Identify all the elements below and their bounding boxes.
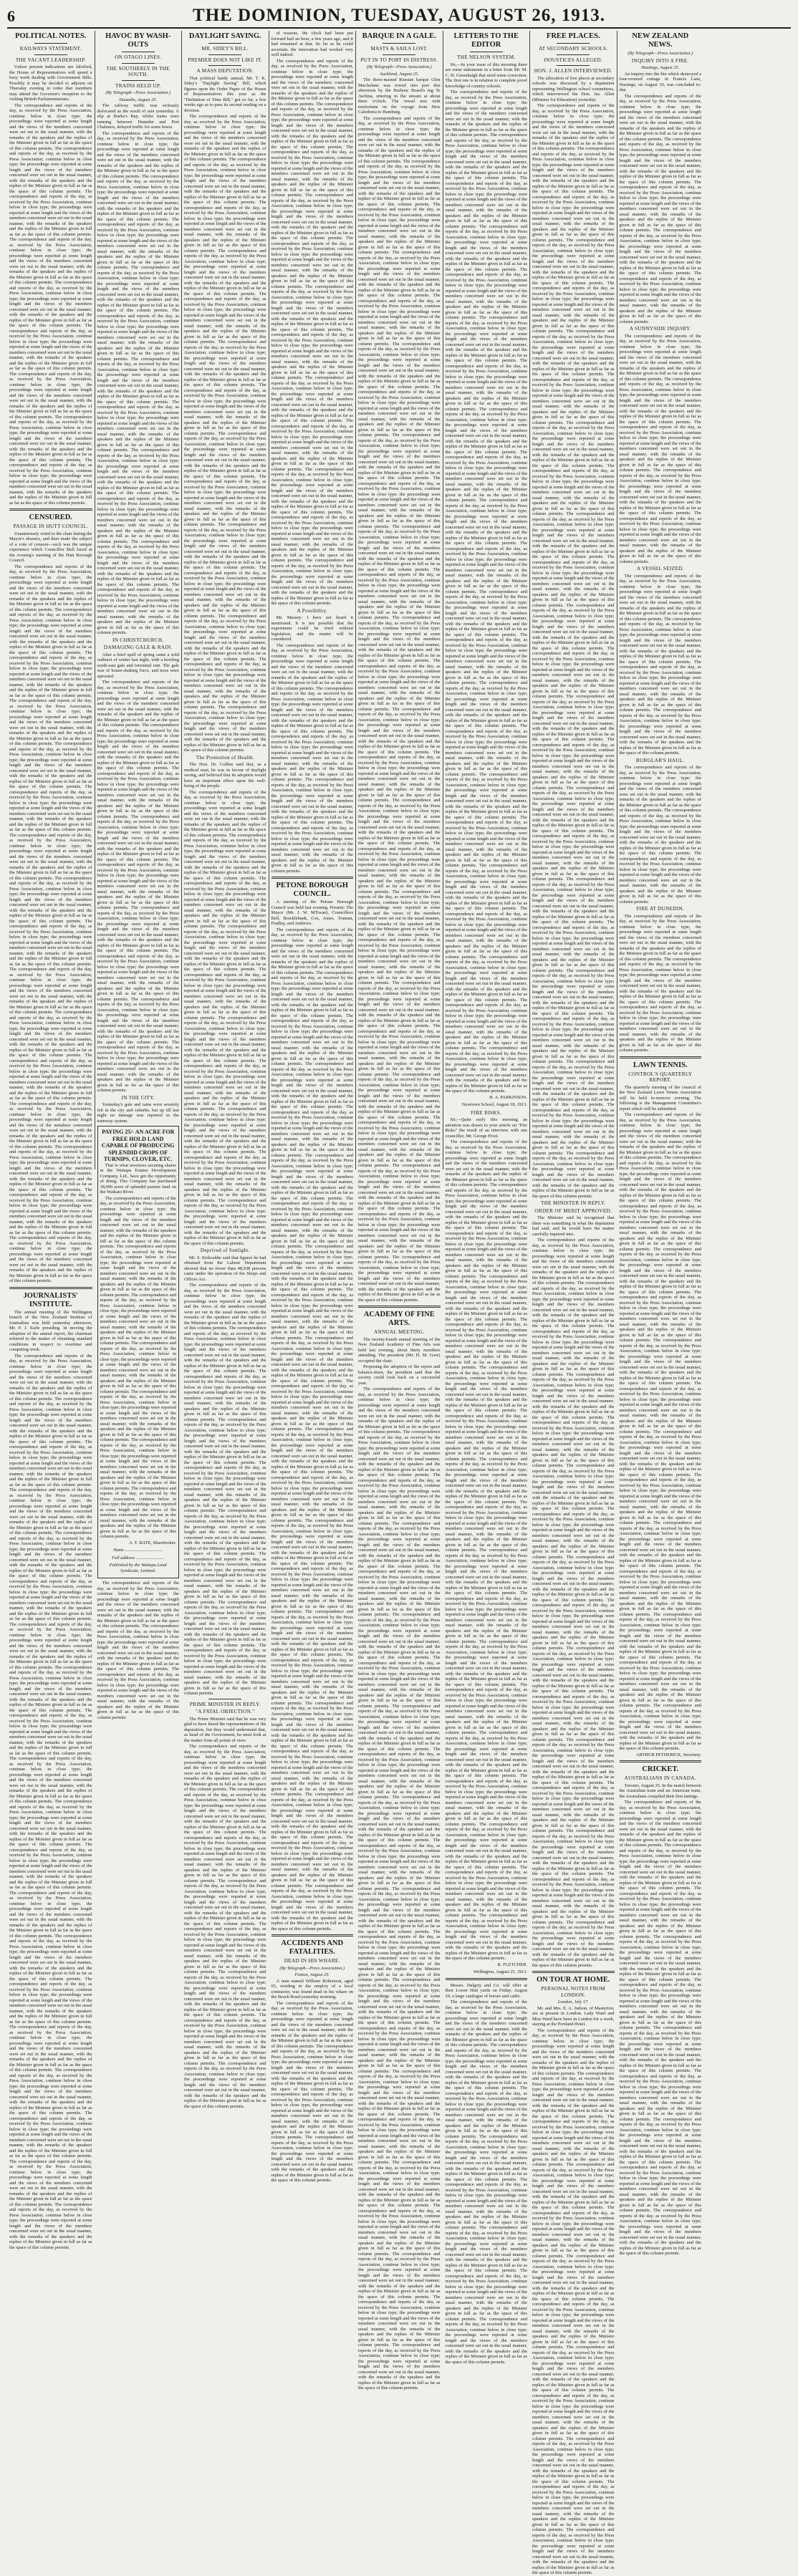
article-text: The annual meeting of the Wellington branch of the New Zealand Institute of Journalists was held yesterday afternoon, Mr. F. J. Earle presiding. In moving the adoption of the annual report, the chairman referred to the matter of obtaining standard conditions in respect to overtime and competing work. [9,1309,92,1352]
article-text: The correspondence and reports of the day, as received by the Press Association, continue below in close type; the proceedings were reported at some length and the views of the members concerned were set out in the usual manner, with the remarks of the speakers and the replies of the Minister given in full as far as the space of this column permits. The correspondence and reports of the day, as received by the Press Association, continue below in close type; the proceedings were reported at some length and the views of the members concerned were set out in the usual manner, with the remarks of the speakers and the replies of the Minister given in full as far as the space of this column permits. The correspondence and reports of the day, as received by the Press Association, continue below in close type; the proceedings were reported at some length and the views of the members concerned were set out in the usual manner, with the remarks of the speakers and the replies of the Minister given in full as far as the space of this column permits. [97,1581,179,1720]
subhead-distress: PUT IN TO PORT IN DISTRESS. [360,57,438,63]
letter-place: Newtown School, August 18, 1913. [461,1102,527,1107]
subhead-trains: TRAINS HELD UP. [115,82,161,89]
article-text: The correspondence and reports of the day, as received by the Press Association, continue below in close type; the proceedings were reported at some length and the views of the members concerned were set out in the usual manner, with the remarks of the speakers and the replies of the Minister given in full as far as the space of this column permits. The correspondence and reports of the day, as received by the Press Association, continue below in close type; the proceedings were reported at some length and the views of the members concerned were set out in the usual manner, with the remarks of the speakers and the replies of the Minister given in full as far as the space of this column permits. The correspondence and reports of the day, as received by the Press Association, continue below in close type; the proceedings were reported at some length and the views of the members concerned were set out in the usual manner, with the remarks of the speakers and the replies of the Minister given in full as far as the space of this column permits. [619,913,701,1053]
subhead-southerly: THE SOUTHERLY IN THE SOUTH. [106,65,170,77]
article-text: Mr. and Mrs. E. A. Judson, of Masterton, are at present in London. Lady Ward and Miss Ward have been in London for a week, staying at the Portland Hotel. [532,2005,615,2027]
article-text: The correspondence and reports of the day, as received by the Press Association, continue below in close type; the proceedings were reported at some length and the views of the members concerned were set out in the usual manner, with the remarks of the speakers and the replies of the Minister given in full as far as the space of this column permits. The correspondence and reports of the day, as received by the Press Association, continue below in close type; the proceedings were reported at some length and the views of the members concerned were set out in the usual manner, with the remarks of the speakers and the replies of the Minister given in full as far as the space of this column permits. The correspondence and reports of the day, as received by the Press Association, continue below in close type; the proceedings were reported at some length and the views of the members concerned were set out in the usual manner, with the remarks of the speakers and the replies of the Minister given in full as far as the space of this column permits. The correspondence and reports of the day, as received by the Press Association, continue below in close type; the proceedings were reported at some length and the views of the members concerned were set out in the usual manner, with the remarks of the speakers and the replies of the Minister given in full as far as the space of this column permits. The correspondence and reports of the day, as received by the Press Association, continue below in close type; the proceedings were reported at some length and the views of the members concerned were set out in the usual manner, with the remarks of the speakers and the replies of the Minister given in full as far as the space of this column permits. The correspondence and reports of the day, as received by the Press Association, continue below in close type; the proceedings were reported at some length and the views of the members concerned were set out in the usual manner, with the remarks of the speakers and the replies of the Minister given in full as far as the space of this column permits. The correspondence and reports of the day, as received by the Press Association, continue below in close type; the proceedings were reported at some length and the views of the members concerned were set out in the usual manner, with the remarks of the speakers and the replies of the Minister given in full as far as the space of this column permits. The correspondence and reports of the day, as received by the Press Association, continue below in close type; the proceedings were reported at some length and the views of the members concerned were set out in the usual manner, with the remarks of the speakers and the replies of the Minister given in full as far as the space of this column permits. The correspondence and reports of the day, as received by the Press Association, continue below in close type; the proceedings were reported at some length and the views of the members concerned were set out in the usual manner, with the remarks of the speakers and the replies of the Minister given in full as far as the space of this column permits. The correspondence and reports of the day, as received by the Press Association, continue below in close type; the proceedings were reported at some length and the views of the members concerned were set out in the usual manner, with the remarks of the speakers and the replies of the Minister given in full as far as the space of this column permits. The correspondence and reports of the day, as received by the Press Association, continue below in close type; the proceedings were reported at some length and the views of the members concerned were set out in the usual manner, with the remarks of the speakers and the replies of the Minister given in full as far as the space of this column permits. The correspondence and reports of the day, as received by the Press Association, continue below in close type; the proceedings were reported at some length and the views of the members concerned were set out in the usual manner, with the remarks of the speakers and the replies of the Minister given in full as far as the space of this column permits. The correspondence and reports of the day, as received by the Press Association, continue below in close type; the proceedings were reported at some length and the views of the members concerned were set out in the usual manner, with the remarks of the speakers and the replies of the Minister given in full as far as the space of this column permits. The correspondence and reports of the day, as received by the Press Association, continue below in close type; the proceedings were reported at some length and the views of the members concerned were set out in the usual manner, with the remarks of the speakers and the replies of the Minister given in full as far as the space of this column permits. The correspondence and reports of the day, as received by the Press Association, continue below in close type; the proceedings were reported at some length and the views of the members concerned were set out in the usual manner, with the remarks of the speakers and the replies of the Minister given in full as far as the space of this column permits. The correspondence and reports of the day, as received by the Press Association, continue below in close type; the proceedings were reported at some length and the views of the members concerned were set out in the usual manner, with the remarks of the speakers and the replies of the Minister given in full as far as the space of this column permits. The correspondence and reports of the day, as received by the Press Association, continue below in close type; the proceedings were reported at some length and the views of the members concerned were set out in the usual manner, with the remarks of the speakers and the replies of the Minister given in full as far as the space of this column permits. The correspondence and reports of the day, as received by the Press Association, continue below in close type; the proceedings were reported at some length and the views of the members concerned were set out in the usual manner, with the remarks of the speakers and the replies of the Minister given in full as far as the space of this column permits. The correspondence and reports of the day, as received by the Press Association, continue below in close type; the proceedings were reported at some length and the views of the members concerned were set out in the usual manner, with the remarks of the speakers and the replies of the Minister given in full as far as the space of this column permits. The correspondence and reports of the day, as received by the Press Association, continue below in close type; the proceedings were reported at some length and the views of the members concerned were set out in the usual manner, with the remarks of the speakers and the replies of the Minister given in full as far as the space of this column permits. The correspondence and reports of the day, as received by the Press Association, continue below in close type; the proceedings were reported at some length and the views of the members concerned were set out in the usual manner, with the remarks of the speakers and the replies of the Minister given in full as far as the space of this column permits. The correspondence and reports of the day, as received by the Press Association, continue below in close type; the proceedings were reported at some length and the views of the members concerned were set out in the usual manner, with the remarks of the speakers and the replies of the Minister given in full as far as the space of this column permits. The correspondence and reports of the day, as received by the Press Association, continue below in close type; the proceedings were reported at some length and the views of the members concerned were set out in the usual manner, with the remarks of the speakers and the replies of the Minister given in full as far as the space of this column permits. The correspondence and reports of the day, as received by the Press Association, continue below in close type; the proceedings were reported at some length and the views of the members concerned were set out in the usual manner, with the remarks of the speakers and the replies of the Minister given in full as far as the space of this column permits. [532,103,615,1199]
subhead-dead-whare: DEAD IN HIS WHARE. [284,1958,340,1964]
headline-cricket: CRICKET. [642,1765,679,1773]
subhead-personal-notes: PERSONAL NOTES FROM LONDON. [541,1986,606,1998]
letter-text: Sir,—In your issue of this morning there are some statements in a letter from Mr. M. C. H. Greenhalgh that need some correction. The first one is in relation to complete proof knowledge of country schools. [445,62,527,89]
subhead-possibility: A Possibility. [297,607,327,614]
article-text: The correspondence and reports of the day, as received by the Press Association, continue below in close type; the proceedings were reported at some length and the views of the members concerned were set out in the usual manner, with the remarks of the speakers and the replies of the Minister given in full as far as the space of this column permits. The correspondence and reports of the day, as received by the Press Association, continue below in close type; the proceedings were reported at some length and the views of the members concerned were set out in the usual manner, with the remarks of the speakers and the replies of the Minister given in full as far as the space of this column permits. The correspondence and reports of the day, as received by the Press Association, continue below in close type; the proceedings were reported at some length and the views of the members concerned were set out in the usual manner, with the remarks of the speakers and the replies of the Minister given in full as far as the space of this column permits. The correspondence and reports of the day, as received by the Press Association, continue below in close type; the proceedings were reported at some length and the views of the members concerned were set out in the usual manner, with the remarks of the speakers and the replies of the Minister given in full as far as the space of this column permits. The correspondence and reports of the day, as received by the Press Association, continue below in close type; the proceedings were reported at some length and the views of the members concerned were set out in the usual manner, with the remarks of the speakers and the replies of the Minister given in full as far as the space of this column permits. [271,642,353,874]
subhead-in-the-city: IN THE CITY. [121,1094,155,1101]
subhead-christchurch: IN CHRISTCHURCH. [112,637,164,643]
subhead-mass-deputation: A MASS DEPUTATION. [196,68,254,74]
subhead-deprived-sunlight: Deprived of Sunlight. [200,1248,250,1253]
subhead-secondary-schools: AT SECONDARY SCHOOLS. [539,46,608,52]
subhead-prime-minister: PRIME MINISTER IN REPLY. [189,1701,261,1707]
subhead-fire-risks: FIRE RISKS. [471,1109,502,1116]
subhead-minister-reply: THE MINISTER IN REPLY. [541,1200,606,1206]
headline-petone: PETONE BOROUGH COUNCIL. [276,882,348,898]
ad-footer: Published by the Waitapu Land Syndicate, Limited. [109,1563,167,1573]
article-text: The Minister said he recognised that there was something in what the deputation had said, and he would have the matter carefully inquired into. [532,1215,615,1237]
article-text: That political hardy annual, Mr. T. K. Sidey's "Daylight Saving" Bill, which figures upon the Order Paper of the House of Representatives this year as the "Definition of Time Bill," got so far, a few weeks ago as to pass its second reading on a division. [184,75,266,113]
subhead-injustices: INJUSTICES ALLEGED. [544,57,603,63]
column-1 [7,31,95,2250]
article-text: The correspondence and reports of the day, as received by the Press Association, continue below in close type; the proceedings were reported at some length and the views of the members concerned were set out in the usual manner, with the remarks of the speakers and the replies of the Minister given in full as far as the space of this column permits. The correspondence and reports of the day, as received by the Press Association, continue below in close type; the proceedings were reported at some length and the views of the members concerned were set out in the usual manner, with the remarks of the speakers and the replies of the Minister given in full as far as the space of this column permits. The correspondence and reports of the day, as received by the Press Association, continue below in close type; the proceedings were reported at some length and the views of the members concerned were set out in the usual manner, with the remarks of the speakers and the replies of the Minister given in full as far as the space of this column permits. The correspondence and reports of the day, as received by the Press Association, continue below in close type; the proceedings were reported at some length and the views of the members concerned were set out in the usual manner, with the remarks of the speakers and the replies of the Minister given in full as far as the space of this column permits. The correspondence and reports of the day, as received by the Press Association, continue below in close type; the proceedings were reported at some length and the views of the members concerned were set out in the usual manner, with the remarks of the speakers and the replies of the Minister given in full as far as the space of this column permits. The correspondence and reports of the day, as received by the Press Association, continue below in close type; the proceedings were reported at some length and the views of the members concerned were set out in the usual manner, with the remarks of the speakers and the replies of the Minister given in full as far as the space of this column permits. The correspondence and reports of the day, as received by the Press Association, continue below in close type; the proceedings were reported at some length and the views of the members concerned were set out in the usual manner, with the remarks of the speakers and the replies of the Minister given in full as far as the space of this column permits. The correspondence and reports of the day, as received by the Press Association, continue below in close type; the proceedings were reported at some length and the views of the members concerned were set out in the usual manner, with the remarks of the speakers and the replies of the Minister given in full as far as the space of this column permits. The correspondence and reports of the day, as received by the Press Association, continue below in close type; the proceedings were reported at some length and the views of the members concerned were set out in the usual manner, with the remarks of the speakers and the replies of the Minister given in full as far as the space of this column permits. The correspondence and reports of the day, as received by the Press Association, continue below in close type; the proceedings were reported at some length and the views of the members concerned were set out in the usual manner, with the remarks of the speakers and the replies of the Minister given in full as far as the space of this column permits. The correspondence and reports of the day, as received by the Press Association, continue below in close type; the proceedings were reported at some length and the views of the members concerned were set out in the usual manner, with the remarks of the speakers and the replies of the Minister given in full as far as the space of this column permits. The correspondence and reports of the day, as received by the Press Association, continue below in close type; the proceedings were reported at some length and the views of the members concerned were set out in the usual manner, with the remarks of the speakers and the replies of the Minister given in full as far as the space of this column permits. [271,58,353,606]
headline-censured: CENSURED. [29,513,72,521]
article-text: The railway traffic was seriously dislocated as the result of rain yesterday. A slip at Burke's Bay, whilst trains were running between Dunedin and Port Chalmers, delayed traffic for some hours. [97,103,179,130]
ad-headline: PAYING 25/- AN ACRE FOR FREE HOLD LAND CAPABLE OF PRODUCING SPLENDID CROPS OF TURNIPS, CLOVER, ETC. [101,1129,175,1162]
dateline: Dunedin, August 25. [119,97,157,102]
article-text: A meeting of the Petone Borough Council was held last evening. Present: The Mayor (Mr. J. W. M'Ewan), Councillors Bell, Brocklebank, Cox, Jones, Truman, Findlay, and Andrews. [271,899,353,926]
subhead-masts-sails: MASTS & SAILS LOST. [370,46,428,52]
article-text: The correspondence and reports of the day, as received by the Press Association, continue below in close type; the proceedings were reported at some length and the views of the members concerned were set out in the usual manner, with the remarks of the speakers and the replies of the Minister given in full as far as the space of this column permits. The correspondence and reports of the day, as received by the Press Association, continue below in close type; the proceedings were reported at some length and the views of the members concerned were set out in the usual manner, with the remarks of the speakers and the replies of the Minister given in full as far as the space of this column permits. The correspondence and reports of the day, as received by the Press Association, continue below in close type; the proceedings were reported at some length and the views of the members concerned were set out in the usual manner, with the remarks of the speakers and the replies of the Minister given in full as far as the space of this column permits. The correspondence and reports of the day, as received by the Press Association, continue below in close type; the proceedings were reported at some length and the views of the members concerned were set out in the usual manner, with the remarks of the speakers and the replies of the Minister given in full as far as the space of this column permits. [619,573,701,756]
headline-on-tour: ON TOUR AT HOME. [537,1976,610,1984]
article-text: The correspondence and reports of the day, as received by the Press Association, continue below in close type; the proceedings were reported at some length and the views of the members concerned were set out in the usual manner, with the remarks of the speakers and the replies of the Minister given in full as far as the space of this column permits. The correspondence and reports of the day, as received by the Press Association, continue below in close type; the proceedings were reported at some length and the views of the members concerned were set out in the usual manner, with the remarks of the speakers and the replies of the Minister given in full as far as the space of this column permits. The correspondence and reports of the day, as received by the Press Association, continue below in close type; the proceedings were reported at some length and the views of the members concerned were set out in the usual manner, with the remarks of the speakers and the replies of the Minister given in full as far as the space of this column permits. The correspondence and reports of the day, as received by the Press Association, continue below in close type; the proceedings were reported at some length and the views of the members concerned were set out in the usual manner, with the remarks of the speakers and the replies of the Minister given in full as far as the space of this column permits. The correspondence and reports of the day, as received by the Press Association, continue below in close type; the proceedings were reported at some length and the views of the members concerned were set out in the usual manner, with the remarks of the speakers and the replies of the Minister given in full as far as the space of this column permits. The correspondence and reports of the day, as received by the Press Association, continue below in close type; the proceedings were reported at some length and the views of the members concerned were set out in the usual manner, with the remarks of the speakers and the replies of the Minister given in full as far as the space of this column permits. The correspondence and reports of the day, as received by the Press Association, continue below in close type; the proceedings were reported at some length and the views of the members concerned were set out in the usual manner, with the remarks of the speakers and the replies of the Minister given in full as far as the space of this column permits. The correspondence and reports of the day, as received by the Press Association, continue below in close type; the proceedings were reported at some length and the views of the members concerned were set out in the usual manner, with the remarks of the speakers and the replies of the Minister given in full as far as the space of this column permits. The correspondence and reports of the day, as received by the Press Association, continue below in close type; the proceedings were reported at some length and the views of the members concerned were set out in the usual manner, with the remarks of the speakers and the replies of the Minister given in full as far as the space of this column permits. The correspondence and reports of the day, as received by the Press Association, continue below in close type; the proceedings were reported at some length and the views of the members concerned were set out in the usual manner, with the remarks of the speakers and the replies of the Minister given in full as far as the space of this column permits. The correspondence and reports of the day, as received by the Press Association, continue below in close type; the proceedings were reported at some length and the views of the members concerned were set out in the usual manner, with the remarks of the speakers and the replies of the Minister given in full as far as the space of this column permits. The correspondence and reports of the day, as received by the Press Association, continue below in close type; the proceedings were reported at some length and the views of the members concerned were set out in the usual manner, with the remarks of the speakers and the replies of the Minister given in full as far as the space of this column permits. The correspondence and reports of the day, as received by the Press Association, continue below in close type; the proceedings were reported at some length and the views of the members concerned were set out in the usual manner, with the remarks of the speakers and the replies of the Minister given in full as far as the space of this column permits. The correspondence and reports of the day, as received by the Press Association, continue below in close type; the proceedings were reported at some length and the views of the members concerned were set out in the usual manner, with the remarks of the speakers and the replies of the Minister given in full as far as the space of this column permits. The correspondence and reports of the day, as received by the Press Association, continue below in close type; the proceedings were reported at some length and the views of the members concerned were set out in the usual manner, with the remarks of the speakers and the replies of the Minister given in full as far as the space of this column permits. The correspondence and reports of the day, as received by the Press Association, continue below in close type; the proceedings were reported at some length and the views of the members concerned were set out in the usual manner, with the remarks of the speakers and the replies of the Minister given in full as far as the space of this column permits. The correspondence and reports of the day, as received by the Press Association, continue below in close type; the proceedings were reported at some length and the views of the members concerned were set out in the usual manner, with the remarks of the speakers and the replies of the Minister given in full as far as the space of this column permits. The correspondence and reports of the day, as received by the Press Association, continue below in close type; the proceedings were reported at some length and the views of the members concerned were set out in the usual manner, with the remarks of the speakers and the replies of the Minister given in full as far as the space of this column permits. The correspondence and reports of the day, as received by the Press Association, continue below in close type; the proceedings were reported at some length and the views of the members concerned were set out in the usual manner, with the remarks of the speakers and the replies of the Minister given in full as far as the space of this column permits. The correspondence and reports of the day, as received by the Press Association, continue below in close type; the proceedings were reported at some length and the views of the members concerned were set out in the usual manner, with the remarks of the speakers and the replies of the Minister given in full as far as the space of this column permits. The correspondence and reports of the day, as received by the Press Association, continue below in close type; the proceedings were reported at some length and the views of the members concerned were set out in the usual manner, with the remarks of the speakers and the replies of the Minister given in full as far as the space of this column permits. The correspondence and reports of the day, as received by the Press Association, continue below in close type; the proceedings were reported at some length and the views of the members concerned were set out in the usual manner, with the remarks of the speakers and the replies of the Minister given in full as far as the space of this column permits. [358,1386,441,2391]
article-text: The correspondence and reports of the day, as received by the Press Association, continue below in close type; the proceedings were reported at some length and the views of the members concerned were set out in the usual manner, with the remarks of the speakers and the replies of the Minister given in full as far as the space of this column permits. The correspondence and reports of the day, as received by the Press Association, continue below in close type; the proceedings were reported at some length and the views of the members concerned were set out in the usual manner, with the remarks of the speakers and the replies of the Minister given in full as far as the space of this column permits. The correspondence and reports of the day, as received by the Press Association, continue below in close type; the proceedings were reported at some length and the views of the members concerned were set out in the usual manner, with the remarks of the speakers and the replies of the Minister given in full as far as the space of this column permits. The correspondence and reports of the day, as received by the Press Association, continue below in close type; the proceedings were reported at some length and the views of the members concerned were set out in the usual manner, with the remarks of the speakers and the replies of the Minister given in full as far as the space of this column permits. The correspondence and reports of the day, as received by the Press Association, continue below in close type; the proceedings were reported at some length and the views of the members concerned were set out in the usual manner, with the remarks of the speakers and the replies of the Minister given in full as far as the space of this column permits. The correspondence and reports of the day, as received by the Press Association, continue below in close type; the proceedings were reported at some length and the views of the members concerned were set out in the usual manner, with the remarks of the speakers and the replies of the Minister given in full as far as the space of this column permits. The correspondence and reports of the day, as received by the Press Association, continue below in close type; the proceedings were reported at some length and the views of the members concerned were set out in the usual manner, with the remarks of the speakers and the replies of the Minister given in full as far as the space of this column permits. The correspondence and reports of the day, as received by the Press Association, continue below in close type; the proceedings were reported at some length and the views of the members concerned were set out in the usual manner, with the remarks of the speakers and the replies of the Minister given in full as far as the space of this column permits. [184,1744,266,2109]
article-text: After a brief spell of spring came a wild outburst of winter last night, with a howling south-east gale and torrential rain. The gale was of house-shaking force, and trees were uprooted. [97,652,179,679]
subhead-fatal-objection: "A FATAL OBJECTION." [196,1709,255,1714]
article-text: The correspondence and reports of the day, as received by the Press Association, continue below in close type; the proceedings were reported at some length and the views of the members concerned were set out in the usual manner, with the remarks of the speakers and the replies of the Minister given in full as far as the space of this column permits. The correspondence and reports of the day, as received by the Press Association, continue below in close type; the proceedings were reported at some length and the views of the members concerned were set out in the usual manner, with the remarks of the speakers and the replies of the Minister given in full as far as the space of this column permits. The correspondence and reports of the day, as received by the Press Association, continue below in close type; the proceedings were reported at some length and the views of the members concerned were set out in the usual manner, with the remarks of the speakers and the replies of the Minister given in full as far as the space of this column permits. The correspondence and reports of the day, as received by the Press Association, continue below in close type; the proceedings were reported at some length and the views of the members concerned were set out in the usual manner, with the remarks of the speakers and the replies of the Minister given in full as far as the space of this column permits. The correspondence and reports of the day, as received by the Press Association, continue below in close type; the proceedings were reported at some length and the views of the members concerned were set out in the usual manner, with the remarks of the speakers and the replies of the Minister given in full as far as the space of this column permits. The correspondence and reports of the day, as received by the Press Association, continue below in close type; the proceedings were reported at some length and the views of the members concerned were set out in the usual manner, with the remarks of the speakers and the replies of the Minister given in full as far as the space of this column permits. The correspondence and reports of the day, as received by the Press Association, continue below in close type; the proceedings were reported at some length and the views of the members concerned were set out in the usual manner, with the remarks of the speakers and the replies of the Minister given in full as far as the space of this column permits. The correspondence and reports of the day, as received by the Press Association, continue below in close type; the proceedings were reported at some length and the views of the members concerned were set out in the usual manner, with the remarks of the speakers and the replies of the Minister given in full as far as the space of this column permits. The correspondence and reports of the day, as received by the Press Association, continue below in close type; the proceedings were reported at some length and the views of the members concerned were set out in the usual manner, with the remarks of the speakers and the replies of the Minister given in full as far as the space of this column permits. The correspondence and reports of the day, as received by the Press Association, continue below in close type; the proceedings were reported at some length and the views of the members concerned were set out in the usual manner, with the remarks of the speakers and the replies of the Minister given in full as far as the space of this column permits. The correspondence and reports of the day, as received by the Press Association, continue below in close type; the proceedings were reported at some length and the views of the members concerned were set out in the usual manner, with the remarks of the speakers and the replies of the Minister given in full as far as the space of this column permits. The correspondence and reports of the day, as received by the Press Association, continue below in close type; the proceedings were reported at some length and the views of the members concerned were set out in the usual manner, with the remarks of the speakers and the replies of the Minister given in full as far as the space of this column permits. The correspondence and reports of the day, as received by the Press Association, continue below in close type; the proceedings were reported at some length and the views of the members concerned were set out in the usual manner, with the remarks of the speakers and the replies of the Minister given in full as far as the space of this column permits. The correspondence and reports of the day, as received by the Press Association, continue below in close type; the proceedings were reported at some length and the views of the members concerned were set out in the usual manner, with the remarks of the speakers and the replies of the Minister given in full as far as the space of this column permits. The correspondence and reports of the day, as received by the Press Association, continue below in close type; the proceedings were reported at some length and the views of the members concerned were set out in the usual manner, with the remarks of the speakers and the replies of the Minister given in full as far as the space of this column permits. The correspondence and reports of the day, as received by the Press Association, continue below in close type; the proceedings were reported at some length and the views of the members concerned were set out in the usual manner, with the remarks of the speakers and the replies of the Minister given in full as far as the space of this column permits. The correspondence and reports of the day, as received by the Press Association, continue below in close type; the proceedings were reported at some length and the views of the members concerned were set out in the usual manner, with the remarks of the speakers and the replies of the Minister given in full as far as the space of this column permits. The correspondence and reports of the day, as received by the Press Association, continue below in close type; the proceedings were reported at some length and the views of the members concerned were set out in the usual manner, with the remarks of the speakers and the replies of the Minister given in full as far as the space of this column permits. The correspondence and reports of the day, as received by the Press Association, continue below in close type; the proceedings were reported at some length and the views of the members concerned were set out in the usual manner, with the remarks of the speakers and the replies of the Minister given in full as far as the space of this column permits. The correspondence and reports of the day, as received by the Press Association, continue below in close type; the proceedings were reported at some length and the views of the members concerned were set out in the usual manner, with the remarks of the speakers and the replies of the Minister given in full as far as the space of this column permits. The correspondence and reports of the day, as received by the Press Association, continue below in close type; the proceedings were reported at some length and the views of the members concerned were set out in the usual manner, with the remarks of the speakers and the replies of the Minister given in full as far as the space of this column permits. The correspondence and reports of the day, as received by the Press Association, continue below in close type; the proceedings were reported at some length and the views of the members concerned were set out in the usual manner, with the remarks of the speakers and the replies of the Minister given in full as far as the space of this column permits. [445,90,527,1094]
subhead-sidey-bill: MR. SIDEY'S BILL. [201,46,249,52]
subhead-fire-dunedin: FIRE AT DUNEDIN. [636,906,685,912]
article-text: Yesterday's gale and rains were severely felt in the city and suburbs, but up till last night no damage was reported in the tramway system. [97,1102,179,1124]
headline-academy: ACADEMY OF FINE ARTS. [363,1311,435,1327]
dateline: London, July 17. [557,1999,589,2005]
columns [7,31,791,2575]
page-number: 6 [7,7,15,25]
article-text: The twenty-fourth annual meeting of the New Zealand Academy of Fine Arts was held last evening, about thirty members attending. The president (Mr. H. M. Gore) occupied the chair. [358,1336,441,1364]
article-text: The correspondence and reports of the day, as received by the Press Association, continue below in close type; the proceedings were reported at some length and the views of the members concerned were set out in the usual manner, with the remarks of the speakers and the replies of the Minister given in full as far as the space of this column permits. The correspondence and reports of the day, as received by the Press Association, continue below in close type; the proceedings were reported at some length and the views of the members concerned were set out in the usual manner, with the remarks of the speakers and the replies of the Minister given in full as far as the space of this column permits. The correspondence and reports of the day, as received by the Press Association, continue below in close type; the proceedings were reported at some length and the views of the members concerned were set out in the usual manner, with the remarks of the speakers and the replies of the Minister given in full as far as the space of this column permits. The correspondence and reports of the day, as received by the Press Association, continue below in close type; the proceedings were reported at some length and the views of the members concerned were set out in the usual manner, with the remarks of the speakers and the replies of the Minister given in full as far as the space of this column permits. The correspondence and reports of the day, as received by the Press Association, continue below in close type; the proceedings were reported at some length and the views of the members concerned were set out in the usual manner, with the remarks of the speakers and the replies of the Minister given in full as far as the space of this column permits. The correspondence and reports of the day, as received by the Press Association, continue below in close type; the proceedings were reported at some length and the views of the members concerned were set out in the usual manner, with the remarks of the speakers and the replies of the Minister given in full as far as the space of this column permits. The correspondence and reports of the day, as received by the Press Association, continue below in close type; the proceedings were reported at some length and the views of the members concerned were set out in the usual manner, with the remarks of the speakers and the replies of the Minister given in full as far as the space of this column permits. The correspondence and reports of the day, as received by the Press Association, continue below in close type; the proceedings were reported at some length and the views of the members concerned were set out in the usual manner, with the remarks of the speakers and the replies of the Minister given in full as far as the space of this column permits. The correspondence and reports of the day, as received by the Press Association, continue below in close type; the proceedings were reported at some length and the views of the members concerned were set out in the usual manner, with the remarks of the speakers and the replies of the Minister given in full as far as the space of this column permits. The correspondence and reports of the day, as received by the Press Association, continue below in close type; the proceedings were reported at some length and the views of the members concerned were set out in the usual manner, with the remarks of the speakers and the replies of the Minister given in full as far as the space of this column permits. The correspondence and reports of the day, as received by the Press Association, continue below in close type; the proceedings were reported at some length and the views of the members concerned were set out in the usual manner, with the remarks of the speakers and the replies of the Minister given in full as far as the space of this column permits. The correspondence and reports of the day, as received by the Press Association, continue below in close type; the proceedings were reported at some length and the views of the members concerned were set out in the usual manner, with the remarks of the speakers and the replies of the Minister given in full as far as the space of this column permits. The correspondence and reports of the day, as received by the Press Association, continue below in close type; the proceedings were reported at some length and the views of the members concerned were set out in the usual manner, with the remarks of the speakers and the replies of the Minister given in full as far as the space of this column permits. The correspondence and reports of the day, as received by the Press Association, continue below in close type; the proceedings were reported at some length and the views of the members concerned were set out in the usual manner, with the remarks of the speakers and the replies of the Minister given in full as far as the space of this column permits. The correspondence and reports of the day, as received by the Press Association, continue below in close type; the proceedings were reported at some length and the views of the members concerned were set out in the usual manner, with the remarks of the speakers and the replies of the Minister given in full as far as the space of this column permits. The correspondence and reports of the day, as received by the Press Association, continue below in close type; the proceedings were reported at some length and the views of the members concerned were set out in the usual manner, with the remarks of the speakers and the replies of the Minister given in full as far as the space of this column permits. The correspondence and reports of the day, as received by the Press Association, continue below in close type; the proceedings were reported at some length and the views of the members concerned were set out in the usual manner, with the remarks of the speakers and the replies of the Minister given in full as far as the space of this column permits. The correspondence and reports of the day, as received by the Press Association, continue below in close type; the proceedings were reported at some length and the views of the members concerned were set out in the usual manner, with the remarks of the speakers and the replies of the Minister given in full as far as the space of this column permits. The correspondence and reports of the day, as received by the Press Association, continue below in close type; the proceedings were reported at some length and the views of the members concerned were set out in the usual manner, with the remarks of the speakers and the replies of the Minister given in full as far as the space of this column permits. The correspondence and reports of the day, as received by the Press Association, continue below in close type; the proceedings were reported at some length and the views of the members concerned were set out in the usual manner, with the remarks of the speakers and the replies of the Minister given in full as far as the space of this column permits. The correspondence and reports of the day, as received by the Press Association, continue below in close type; the proceedings were reported at some length and the views of the members concerned were set out in the usual manner, with the remarks of the speakers and the replies of the Minister given in full as far as the space of this column permits. The correspondence and reports of the day, as received by the Press Association, continue below in close type; the proceedings were reported at some length and the views of the members concerned were set out in the usual manner, with the remarks of the speakers and the replies of the Minister given in full as far as the space of this column permits. [271,927,353,1931]
subhead-gale-rain: DAMAGING GALE & RAIN. [103,645,173,650]
column-5 [355,31,443,2391]
article-text: The allocation of free places at secondary schools was discussed by a deputation representing Wellington school committees, which interviewed the Hon. Jas. Allen (Minister for Education) yesterday. [532,75,615,102]
press-credit: (By Telegraph—Press Association.) [105,90,171,95]
subhead-allen-interviewed: HON. J. ALLEN INTERVIEWED. [534,68,612,74]
article-text: The Hon. Dr. Collins said that, as a medical man, he was in favour of daylight saving, and believed that its adoption would have an important effect upon the well-being of the people. [184,762,266,788]
article-text: The correspondence and reports of the day, as received by the Press Association, continue below in close type; the proceedings were reported at some length and the views of the members concerned were set out in the usual manner, with the remarks of the speakers and the replies of the Minister given in full as far as the space of this column permits. The correspondence and reports of the day, as received by the Press Association, continue below in close type; the proceedings were reported at some length and the views of the members concerned were set out in the usual manner, with the remarks of the speakers and the replies of the Minister given in full as far as the space of this column permits. The correspondence and reports of the day, as received by the Press Association, continue below in close type; the proceedings were reported at some length and the views of the members concerned were set out in the usual manner, with the remarks of the speakers and the replies of the Minister given in full as far as the space of this column permits. The correspondence and reports of the day, as received by the Press Association, continue below in close type; the proceedings were reported at some length and the views of the members concerned were set out in the usual manner, with the remarks of the speakers and the replies of the Minister given in full as far as the space of this column permits. The correspondence and reports of the day, as received by the Press Association, continue below in close type; the proceedings were reported at some length and the views of the members concerned were set out in the usual manner, with the remarks of the speakers and the replies of the Minister given in full as far as the space of this column permits. [619,93,701,324]
secretary-signature: ARTHUR PETHERICK, Secretary. [635,1752,701,1757]
article-text: The correspondence and reports of the day, as received by the Press Association, continue below in close type; the proceedings were reported at some length and the views of the members concerned were set out in the usual manner, with the remarks of the speakers and the replies of the Minister given in full as far as the space of this column permits. The correspondence and reports of the day, as received by the Press Association, continue below in close type; the proceedings were reported at some length and the views of the members concerned were set out in the usual manner, with the remarks of the speakers and the replies of the Minister given in full as far as the space of this column permits. The correspondence and reports of the day, as received by the Press Association, continue below in close type; the proceedings were reported at some length and the views of the members concerned were set out in the usual manner, with the remarks of the speakers and the replies of the Minister given in full as far as the space of this column permits. The correspondence and reports of the day, as received by the Press Association, continue below in close type; the proceedings were reported at some length and the views of the members concerned were set out in the usual manner, with the remarks of the speakers and the replies of the Minister given in full as far as the space of this column permits. The correspondence and reports of the day, as received by the Press Association, continue below in close type; the proceedings were reported at some length and the views of the members concerned were set out in the usual manner, with the remarks of the speakers and the replies of the Minister given in full as far as the space of this column permits. The correspondence and reports of the day, as received by the Press Association, continue below in close type; the proceedings were reported at some length and the views of the members concerned were set out in the usual manner, with the remarks of the speakers and the replies of the Minister given in full as far as the space of this column permits. The correspondence and reports of the day, as received by the Press Association, continue below in close type; the proceedings were reported at some length and the views of the members concerned were set out in the usual manner, with the remarks of the speakers and the replies of the Minister given in full as far as the space of this column permits. The correspondence and reports of the day, as received by the Press Association, continue below in close type; the proceedings were reported at some length and the views of the members concerned were set out in the usual manner, with the remarks of the speakers and the replies of the Minister given in full as far as the space of this column permits. The correspondence and reports of the day, as received by the Press Association, continue below in close type; the proceedings were reported at some length and the views of the members concerned were set out in the usual manner, with the remarks of the speakers and the replies of the Minister given in full as far as the space of this column permits. The correspondence and reports of the day, as received by the Press Association, continue below in close type; the proceedings were reported at some length and the views of the members concerned were set out in the usual manner, with the remarks of the speakers and the replies of the Minister given in full as far as the space of this column permits. The correspondence and reports of the day, as received by the Press Association, continue below in close type; the proceedings were reported at some length and the views of the members concerned were set out in the usual manner, with the remarks of the speakers and the replies of the Minister given in full as far as the space of this column permits. The correspondence and reports of the day, as received by the Press Association, continue below in close type; the proceedings were reported at some length and the views of the members concerned were set out in the usual manner, with the remarks of the speakers and the replies of the Minister given in full as far as the space of this column permits. [532,2027,615,2575]
subhead-otago-lines: ON OTAGO LINES. [115,54,162,60]
letter-place: Wellington, August 25, 1913. [473,1969,527,1974]
article-text: Unanimously voted to the chair during the Mayor's absence, and then made the subject of a vote of censure—such was the unique experience which Councillor Bull faced at the evening's meeting of the Hutt Borough Council. [9,531,92,563]
subhead-nelson-system: THE NELSON SYSTEM. [457,54,516,60]
article-text: The correspondence and reports of the day, as received by the Press Association, continue below in close type; the proceedings were reported at some length and the views of the members concerned were set out in the usual manner, with the remarks of the speakers and the replies of the Minister given in full as far as the space of this column permits. The correspondence and reports of the day, as received by the Press Association, continue below in close type; the proceedings were reported at some length and the views of the members concerned were set out in the usual manner, with the remarks of the speakers and the replies of the Minister given in full as far as the space of this column permits. The correspondence and reports of the day, as received by the Press Association, continue below in close type; the proceedings were reported at some length and the views of the members concerned were set out in the usual manner, with the remarks of the speakers and the replies of the Minister given in full as far as the space of this column permits. The correspondence and reports of the day, as received by the Press Association, continue below in close type; the proceedings were reported at some length and the views of the members concerned were set out in the usual manner, with the remarks of the speakers and the replies of the Minister given in full as far as the space of this column permits. The correspondence and reports of the day, as received by the Press Association, continue below in close type; the proceedings were reported at some length and the views of the members concerned were set out in the usual manner, with the remarks of the speakers and the replies of the Minister given in full as far as the space of this column permits. The correspondence and reports of the day, as received by the Press Association, continue below in close type; the proceedings were reported at some length and the views of the members concerned were set out in the usual manner, with the remarks of the speakers and the replies of the Minister given in full as far as the space of this column permits. The correspondence and reports of the day, as received by the Press Association, continue below in close type; the proceedings were reported at some length and the views of the members concerned were set out in the usual manner, with the remarks of the speakers and the replies of the Minister given in full as far as the space of this column permits. The correspondence and reports of the day, as received by the Press Association, continue below in close type; the proceedings were reported at some length and the views of the members concerned were set out in the usual manner, with the remarks of the speakers and the replies of the Minister given in full as far as the space of this column permits. The correspondence and reports of the day, as received by the Press Association, continue below in close type; the proceedings were reported at some length and the views of the members concerned were set out in the usual manner, with the remarks of the speakers and the replies of the Minister given in full as far as the space of this column permits. The correspondence and reports of the day, as received by the Press Association, continue below in close type; the proceedings were reported at some length and the views of the members concerned were set out in the usual manner, with the remarks of the speakers and the replies of the Minister given in full as far as the space of this column permits. [619,1800,701,2256]
article-text: Proposing the adoption of the report and balance-sheet, the president said that the society could look back on a successful year. [358,1364,441,1386]
headline-barque: BARQUE IN A GALE. [362,32,436,40]
article-text: The correspondence and reports of the day, as received by the Press Association, continue below in close type; the proceedings were reported at some length and the views of the members concerned were set out in the usual manner, with the remarks of the speakers and the replies of the Minister given in full as far as the space of this column permits. The correspondence and reports of the day, as received by the Press Association, continue below in close type; the proceedings were reported at some length and the views of the members concerned were set out in the usual manner, with the remarks of the speakers and the replies of the Minister given in full as far as the space of this column permits. The correspondence and reports of the day, as received by the Press Association, continue below in close type; the proceedings were reported at some length and the views of the members concerned were set out in the usual manner, with the remarks of the speakers and the replies of the Minister given in full as far as the space of this column permits. The correspondence and reports of the day, as received by the Press Association, continue below in close type; the proceedings were reported at some length and the views of the members concerned were set out in the usual manner, with the remarks of the speakers and the replies of the Minister given in full as far as the space of this column permits. The correspondence and reports of the day, as received by the Press Association, continue below in close type; the proceedings were reported at some length and the views of the members concerned were set out in the usual manner, with the remarks of the speakers and the replies of the Minister given in full as far as the space of this column permits. The correspondence and reports of the day, as received by the Press Association, continue below in close type; the proceedings were reported at some length and the views of the members concerned were set out in the usual manner, with the remarks of the speakers and the replies of the Minister given in full as far as the space of this column permits. The correspondence and reports of the day, as received by the Press Association, continue below in close type; the proceedings were reported at some length and the views of the members concerned were set out in the usual manner, with the remarks of the speakers and the replies of the Minister given in full as far as the space of this column permits. The correspondence and reports of the day, as received by the Press Association, continue below in close type; the proceedings were reported at some length and the views of the members concerned were set out in the usual manner, with the remarks of the speakers and the replies of the Minister given in full as far as the space of this column permits. The correspondence and reports of the day, as received by the Press Association, continue below in close type; the proceedings were reported at some length and the views of the members concerned were set out in the usual manner, with the remarks of the speakers and the replies of the Minister given in full as far as the space of this column permits. [97,680,179,1093]
article-text: Mr. S. Kirkcaldie said that figures he had obtained from the Labour Department showed that no fewer than 48,938 persons came under the operation of the Shops and Offices Act. [184,1255,266,1282]
article-text: The correspondence and reports of the day, as received by the Press Association, continue below in close type; the proceedings were reported at some length and the views of the members concerned were set out in the usual manner, with the remarks of the speakers and the replies of the Minister given in full as far as the space of this column permits. The correspondence and reports of the day, as received by the Press Association, continue below in close type; the proceedings were reported at some length and the views of the members concerned were set out in the usual manner, with the remarks of the speakers and the replies of the Minister given in full as far as the space of this column permits. The correspondence and reports of the day, as received by the Press Association, continue below in close type; the proceedings were reported at some length and the views of the members concerned were set out in the usual manner, with the remarks of the speakers and the replies of the Minister given in full as far as the space of this column permits. The correspondence and reports of the day, as received by the Press Association, continue below in close type; the proceedings were reported at some length and the views of the members concerned were set out in the usual manner, with the remarks of the speakers and the replies of the Minister given in full as far as the space of this column permits. The correspondence and reports of the day, as received by the Press Association, continue below in close type; the proceedings were reported at some length and the views of the members concerned were set out in the usual manner, with the remarks of the speakers and the replies of the Minister given in full as far as the space of this column permits. The correspondence and reports of the day, as received by the Press Association, continue below in close type; the proceedings were reported at some length and the views of the members concerned were set out in the usual manner, with the remarks of the speakers and the replies of the Minister given in full as far as the space of this column permits. The correspondence and reports of the day, as received by the Press Association, continue below in close type; the proceedings were reported at some length and the views of the members concerned were set out in the usual manner, with the remarks of the speakers and the replies of the Minister given in full as far as the space of this column permits. The correspondence and reports of the day, as received by the Press Association, continue below in close type; the proceedings were reported at some length and the views of the members concerned were set out in the usual manner, with the remarks of the speakers and the replies of the Minister given in full as far as the space of this column permits. The correspondence and reports of the day, as received by the Press Association, continue below in close type; the proceedings were reported at some length and the views of the members concerned were set out in the usual manner, with the remarks of the speakers and the replies of the Minister given in full as far as the space of this column permits. The correspondence and reports of the day, as received by the Press Association, continue below in close type; the proceedings were reported at some length and the views of the members concerned were set out in the usual manner, with the remarks of the speakers and the replies of the Minister given in full as far as the space of this column permits. The correspondence and reports of the day, as received by the Press Association, continue below in close type; the proceedings were reported at some length and the views of the members concerned were set out in the usual manner, with the remarks of the speakers and the replies of the Minister given in full as far as the space of this column permits. [97,130,179,635]
article-text: The correspondence and reports of the day, as received by the Press Association, continue below in close type; the proceedings were reported at some length and the views of the members concerned were set out in the usual manner, with the remarks of the speakers and the replies of the Minister given in full as far as the space of this column permits. The correspondence and reports of the day, as received by the Press Association, continue below in close type; the proceedings were reported at some length and the views of the members concerned were set out in the usual manner, with the remarks of the speakers and the replies of the Minister given in full as far as the space of this column permits. The correspondence and reports of the day, as received by the Press Association, continue below in close type; the proceedings were reported at some length and the views of the members concerned were set out in the usual manner, with the remarks of the speakers and the replies of the Minister given in full as far as the space of this column permits. The correspondence and reports of the day, as received by the Press Association, continue below in close type; the proceedings were reported at some length and the views of the members concerned were set out in the usual manner, with the remarks of the speakers and the replies of the Minister given in full as far as the space of this column permits. The correspondence and reports of the day, as received by the Press Association, continue below in close type; the proceedings were reported at some length and the views of the members concerned were set out in the usual manner, with the remarks of the speakers and the replies of the Minister given in full as far as the space of this column permits. The correspondence and reports of the day, as received by the Press Association, continue below in close type; the proceedings were reported at some length and the views of the members concerned were set out in the usual manner, with the remarks of the speakers and the replies of the Minister given in full as far as the space of this column permits. The correspondence and reports of the day, as received by the Press Association, continue below in close type; the proceedings were reported at some length and the views of the members concerned were set out in the usual manner, with the remarks of the speakers and the replies of the Minister given in full as far as the space of this column permits. The correspondence and reports of the day, as received by the Press Association, continue below in close type; the proceedings were reported at some length and the views of the members concerned were set out in the usual manner, with the remarks of the speakers and the replies of the Minister given in full as far as the space of this column permits. The correspondence and reports of the day, as received by the Press Association, continue below in close type; the proceedings were reported at some length and the views of the members concerned were set out in the usual manner, with the remarks of the speakers and the replies of the Minister given in full as far as the space of this column permits. The correspondence and reports of the day, as received by the Press Association, continue below in close type; the proceedings were reported at some length and the views of the members concerned were set out in the usual manner, with the remarks of the speakers and the replies of the Minister given in full as far as the space of this column permits. The correspondence and reports of the day, as received by the Press Association, continue below in close type; the proceedings were reported at some length and the views of the members concerned were set out in the usual manner, with the remarks of the speakers and the replies of the Minister given in full as far as the space of this column permits. The correspondence and reports of the day, as received by the Press Association, continue below in close type; the proceedings were reported at some length and the views of the members concerned were set out in the usual manner, with the remarks of the speakers and the replies of the Minister given in full as far as the space of this column permits. The correspondence and reports of the day, as received by the Press Association, continue below in close type; the proceedings were reported at some length and the views of the members concerned were set out in the usual manner, with the remarks of the speakers and the replies of the Minister given in full as far as the space of this column permits. The correspondence and reports of the day, as received by the Press Association, continue below in close type; the proceedings were reported at some length and the views of the members concerned were set out in the usual manner, with the remarks of the speakers and the replies of the Minister given in full as far as the space of this column permits. The correspondence and reports of the day, as received by the Press Association, continue below in close type; the proceedings were reported at some length and the views of the members concerned were set out in the usual manner, with the remarks of the speakers and the replies of the Minister given in full as far as the space of this column permits. The correspondence and reports of the day, as received by the Press Association, continue below in close type; the proceedings were reported at some length and the views of the members concerned were set out in the usual manner, with the remarks of the speakers and the replies of the Minister given in full as far as the space of this column permits. The correspondence and reports of the day, as received by the Press Association, continue below in close type; the proceedings were reported at some length and the views of the members concerned were set out in the usual manner, with the remarks of the speakers and the replies of the Minister given in full as far as the space of this column permits. The correspondence and reports of the day, as received by the Press Association, continue below in close type; the proceedings were reported at some length and the views of the members concerned were set out in the usual manner, with the remarks of the speakers and the replies of the Minister given in full as far as the space of this column permits. The correspondence and reports of the day, as received by the Press Association, continue below in close type; the proceedings were reported at some length and the views of the members concerned were set out in the usual manner, with the remarks of the speakers and the replies of the Minister given in full as far as the space of this column permits. The correspondence and reports of the day, as received by the Press Association, continue below in close type; the proceedings were reported at some length and the views of the members concerned were set out in the usual manner, with the remarks of the speakers and the replies of the Minister given in full as far as the space of this column permits. [9,1353,92,2250]
column-4 [269,31,356,2183]
dateline: Foxton, August 25. [294,1972,330,1977]
press-credit: (By Telegraph—Press Association.) [366,64,432,69]
column-6 [443,31,530,2365]
subhead-order-merit: ORDER OF MERIT APPROVED. [534,1207,612,1214]
article-text: Toronto, August 25. In the match between the Australian team and an American team, the Australians compiled their first innings. [619,1783,701,1799]
newspaper-title: THE DOMINION, TUESDAY, AUGUST 26, 1913. [193,6,605,25]
article-text: The correspondence and reports of the day, as received by the Press Association, continue below in close type; the proceedings were reported at some length and the views of the members concerned were set out in the usual manner, with the remarks of the speakers and the replies of the Minister given in full as far as the space of this column permits. The correspondence and reports of the day, as received by the Press Association, continue below in close type; the proceedings were reported at some length and the views of the members concerned were set out in the usual manner, with the remarks of the speakers and the replies of the Minister given in full as far as the space of this column permits. The correspondence and reports of the day, as received by the Press Association, continue below in close type; the proceedings were reported at some length and the views of the members concerned were set out in the usual manner, with the remarks of the speakers and the replies of the Minister given in full as far as the space of this column permits. The correspondence and reports of the day, as received by the Press Association, continue below in close type; the proceedings were reported at some length and the views of the members concerned were set out in the usual manner, with the remarks of the speakers and the replies of the Minister given in full as far as the space of this column permits. The correspondence and reports of the day, as received by the Press Association, continue below in close type; the proceedings were reported at some length and the views of the members concerned were set out in the usual manner, with the remarks of the speakers and the replies of the Minister given in full as far as the space of this column permits. The correspondence and reports of the day, as received by the Press Association, continue below in close type; the proceedings were reported at some length and the views of the members concerned were set out in the usual manner, with the remarks of the speakers and the replies of the Minister given in full as far as the space of this column permits. The correspondence and reports of the day, as received by the Press Association, continue below in close type; the proceedings were reported at some length and the views of the members concerned were set out in the usual manner, with the remarks of the speakers and the replies of the Minister given in full as far as the space of this column permits. [100,1195,176,1539]
article-text: Unless present indications are falsified, the House of Representatives will spend a busy week dealing with Government Bills. Possibly it may be decided to adjourn on Thursday evening in order that members may attend the Governor's reception to the visiting British Parliamentarians. [9,64,92,102]
article-text: The correspondence and reports of the day, as received by the Press Association, continue below in close type; the proceedings were reported at some length and the views of the members concerned were set out in the usual manner, with the remarks of the speakers and the replies of the Minister given in full as far as the space of this column permits. The correspondence and reports of the day, as received by the Press Association, continue below in close type; the proceedings were reported at some length and the views of the members concerned were set out in the usual manner, with the remarks of the speakers and the replies of the Minister given in full as far as the space of this column permits. The correspondence and reports of the day, as received by the Press Association, continue below in close type; the proceedings were reported at some length and the views of the members concerned were set out in the usual manner, with the remarks of the speakers and the replies of the Minister given in full as far as the space of this column permits. The correspondence and reports of the day, as received by the Press Association, continue below in close type; the proceedings were reported at some length and the views of the members concerned were set out in the usual manner, with the remarks of the speakers and the replies of the Minister given in full as far as the space of this column permits. The correspondence and reports of the day, as received by the Press Association, continue below in close type; the proceedings were reported at some length and the views of the members concerned were set out in the usual manner, with the remarks of the speakers and the replies of the Minister given in full as far as the space of this column permits. The correspondence and reports of the day, as received by the Press Association, continue below in close type; the proceedings were reported at some length and the views of the members concerned were set out in the usual manner, with the remarks of the speakers and the replies of the Minister given in full as far as the space of this column permits. The correspondence and reports of the day, as received by the Press Association, continue below in close type; the proceedings were reported at some length and the views of the members concerned were set out in the usual manner, with the remarks of the speakers and the replies of the Minister given in full as far as the space of this column permits. The correspondence and reports of the day, as received by the Press Association, continue below in close type; the proceedings were reported at some length and the views of the members concerned were set out in the usual manner, with the remarks of the speakers and the replies of the Minister given in full as far as the space of this column permits. The correspondence and reports of the day, as received by the Press Association, continue below in close type; the proceedings were reported at some length and the views of the members concerned were set out in the usual manner, with the remarks of the speakers and the replies of the Minister given in full as far as the space of this column permits. The correspondence and reports of the day, as received by the Press Association, continue below in close type; the proceedings were reported at some length and the views of the members concerned were set out in the usual manner, with the remarks of the speakers and the replies of the Minister given in full as far as the space of this column permits. The correspondence and reports of the day, as received by the Press Association, continue below in close type; the proceedings were reported at some length and the views of the members concerned were set out in the usual manner, with the remarks of the speakers and the replies of the Minister given in full as far as the space of this column permits. The correspondence and reports of the day, as received by the Press Association, continue below in close type; the proceedings were reported at some length and the views of the members concerned were set out in the usual manner, with the remarks of the speakers and the replies of the Minister given in full as far as the space of this column permits. The correspondence and reports of the day, as received by the Press Association, continue below in close type; the proceedings were reported at some length and the views of the members concerned were set out in the usual manner, with the remarks of the speakers and the replies of the Minister given in full as far as the space of this column permits. The correspondence and reports of the day, as received by the Press Association, continue below in close type; the proceedings were reported at some length and the views of the members concerned were set out in the usual manner, with the remarks of the speakers and the replies of the Minister given in full as far as the space of this column permits. The correspondence and reports of the day, as received by the Press Association, continue below in close type; the proceedings were reported at some length and the views of the members concerned were set out in the usual manner, with the remarks of the speakers and the replies of the Minister given in full as far as the space of this column permits. The correspondence and reports of the day, as received by the Press Association, continue below in close type; the proceedings were reported at some length and the views of the members concerned were set out in the usual manner, with the remarks of the speakers and the replies of the Minister given in full as far as the space of this column permits. [9,564,92,1283]
article-text: Mr. Massey: I have not heard it mentioned. It is not possible that the experiment could be tried without legislation, and the matter will be considered. [271,615,353,642]
dateline: Hastings, August 25. [641,65,680,70]
article-text: The three-masted Russian barque Glen Macfarlane was towed into port this afternoon by the Harbour Board's tug Te Awhina, entering in the stream at about three o'clock. The vessel met with misfortune on the voyage from New Caledonia to Hamburg. [358,77,441,115]
article-text: The correspondence and reports of the day, as received by the Press Association, continue below in close type; the proceedings were reported at some length and the views of the members concerned were set out in the usual manner, with the remarks of the speakers and the replies of the Minister given in full as far as the space of this column permits. The correspondence and reports of the day, as received by the Press Association, continue below in close type; the proceedings were reported at some length and the views of the members concerned were set out in the usual manner, with the remarks of the speakers and the replies of the Minister given in full as far as the space of this column permits. The correspondence and reports of the day, as received by the Press Association, continue below in close type; the proceedings were reported at some length and the views of the members concerned were set out in the usual manner, with the remarks of the speakers and the replies of the Minister given in full as far as the space of this column permits. The correspondence and reports of the day, as received by the Press Association, continue below in close type; the proceedings were reported at some length and the views of the members concerned were set out in the usual manner, with the remarks of the speakers and the replies of the Minister given in full as far as the space of this column permits. [271,2000,353,2183]
subhead-sunnyside: A SUNNYSIDE INQUIRY. [629,326,691,332]
article-text: The correspondence and reports of the day, as received by the Press Association, continue below in close type; the proceedings were reported at some length and the views of the members concerned were set out in the usual manner, with the remarks of the speakers and the replies of the Minister given in full as far as the space of this column permits. The correspondence and reports of the day, as received by the Press Association, continue below in close type; the proceedings were reported at some length and the views of the members concerned were set out in the usual manner, with the remarks of the speakers and the replies of the Minister given in full as far as the space of this column permits. The correspondence and reports of the day, as received by the Press Association, continue below in close type; the proceedings were reported at some length and the views of the members concerned were set out in the usual manner, with the remarks of the speakers and the replies of the Minister given in full as far as the space of this column permits. The correspondence and reports of the day, as received by the Press Association, continue below in close type; the proceedings were reported at some length and the views of the members concerned were set out in the usual manner, with the remarks of the speakers and the replies of the Minister given in full as far as the space of this column permits. The correspondence and reports of the day, as received by the Press Association, continue below in close type; the proceedings were reported at some length and the views of the members concerned were set out in the usual manner, with the remarks of the speakers and the replies of the Minister given in full as far as the space of this column permits. [619,333,701,564]
press-credit: (By Telegraph—Press Association.) [628,51,693,56]
subhead-promotion-health: The Promotion of Health. [196,754,254,761]
article-text: The correspondence and reports of the day, as received by the Press Association, continue below in close type; the proceedings were reported at some length and the views of the members concerned were set out in the usual manner, with the remarks of the speakers and the replies of the Minister given in full as far as the space of this column permits. The correspondence and reports of the day, as received by the Press Association, continue below in close type; the proceedings were reported at some length and the views of the members concerned were set out in the usual manner, with the remarks of the speakers and the replies of the Minister given in full as far as the space of this column permits. The correspondence and reports of the day, as received by the Press Association, continue below in close type; the proceedings were reported at some length and the views of the members concerned were set out in the usual manner, with the remarks of the speakers and the replies of the Minister given in full as far as the space of this column permits. The correspondence and reports of the day, as received by the Press Association, continue below in close type; the proceedings were reported at some length and the views of the members concerned were set out in the usual manner, with the remarks of the speakers and the replies of the Minister given in full as far as the space of this column permits. The correspondence and reports of the day, as received by the Press Association, continue below in close type; the proceedings were reported at some length and the views of the members concerned were set out in the usual manner, with the remarks of the speakers and the replies of the Minister given in full as far as the space of this column permits. The correspondence and reports of the day, as received by the Press Association, continue below in close type; the proceedings were reported at some length and the views of the members concerned were set out in the usual manner, with the remarks of the speakers and the replies of the Minister given in full as far as the space of this column permits. The correspondence and reports of the day, as received by the Press Association, continue below in close type; the proceedings were reported at some length and the views of the members concerned were set out in the usual manner, with the remarks of the speakers and the replies of the Minister given in full as far as the space of this column permits. The correspondence and reports of the day, as received by the Press Association, continue below in close type; the proceedings were reported at some length and the views of the members concerned were set out in the usual manner, with the remarks of the speakers and the replies of the Minister given in full as far as the space of this column permits. The correspondence and reports of the day, as received by the Press Association, continue below in close type; the proceedings were reported at some length and the views of the members concerned were set out in the usual manner, with the remarks of the speakers and the replies of the Minister given in full as far as the space of this column permits. The correspondence and reports of the day, as received by the Press Association, continue below in close type; the proceedings were reported at some length and the views of the members concerned were set out in the usual manner, with the remarks of the speakers and the replies of the Minister given in full as far as the space of this column permits. The correspondence and reports of the day, as received by the Press Association, continue below in close type; the proceedings were reported at some length and the views of the members concerned were set out in the usual manner, with the remarks of the speakers and the replies of the Minister given in full as far as the space of this column permits. The correspondence and reports of the day, as received by the Press Association, continue below in close type; the proceedings were reported at some length and the views of the members concerned were set out in the usual manner, with the remarks of the speakers and the replies of the Minister given in full as far as the space of this column permits. The correspondence and reports of the day, as received by the Press Association, continue below in close type; the proceedings were reported at some length and the views of the members concerned were set out in the usual manner, with the remarks of the speakers and the replies of the Minister given in full as far as the space of this column permits. The correspondence and reports of the day, as received by the Press Association, continue below in close type; the proceedings were reported at some length and the views of the members concerned were set out in the usual manner, with the remarks of the speakers and the replies of the Minister given in full as far as the space of this column permits. The correspondence and reports of the day, as received by the Press Association, continue below in close type; the proceedings were reported at some length and the views of the members concerned were set out in the usual manner, with the remarks of the speakers and the replies of the Minister given in full as far as the space of this column permits. The correspondence and reports of the day, as received by the Press Association, continue below in close type; the proceedings were reported at some length and the views of the members concerned were set out in the usual manner, with the remarks of the speakers and the replies of the Minister given in full as far as the space of this column permits. The correspondence and reports of the day, as received by the Press Association, continue below in close type; the proceedings were reported at some length and the views of the members concerned were set out in the usual manner, with the remarks of the speakers and the replies of the Minister given in full as far as the space of this column permits. The correspondence and reports of the day, as received by the Press Association, continue below in close type; the proceedings were reported at some length and the views of the members concerned were set out in the usual manner, with the remarks of the speakers and the replies of the Minister given in full as far as the space of this column permits. The correspondence and reports of the day, as received by the Press Association, continue below in close type; the proceedings were reported at some length and the views of the members concerned were set out in the usual manner, with the remarks of the speakers and the replies of the Minister given in full as far as the space of this column permits. The correspondence and reports of the day, as received by the Press Association, continue below in close type; the proceedings were reported at some length and the views of the members concerned were set out in the usual manner, with the remarks of the speakers and the replies of the Minister given in full as far as the space of this column permits. The correspondence and reports of the day, as received by the Press Association, continue below in close type; the proceedings were reported at some length and the views of the members concerned were set out in the usual manner, with the remarks of the speakers and the replies of the Minister given in full as far as the space of this column permits. The correspondence and reports of the day, as received by the Press Association, continue below in close type; the proceedings were reported at some length and the views of the members concerned were set out in the usual manner, with the remarks of the speakers and the replies of the Minister given in full as far as the space of this column permits. The correspondence and reports of the day, as received by the Press Association, continue below in close type; the proceedings were reported at some length and the views of the members concerned were set out in the usual manner, with the remarks of the speakers and the replies of the Minister given in full as far as the space of this column permits. The correspondence and reports of the day, as received by the Press Association, continue below in close type; the proceedings were reported at some length and the views of the members concerned were set out in the usual manner, with the remarks of the speakers and the replies of the Minister given in full as far as the space of this column permits. The correspondence and reports of the day, as received by the Press Association, continue below in close type; the proceedings were reported at some length and the views of the members concerned were set out in the usual manner, with the remarks of the speakers and the replies of the Minister given in full as far as the space of this column permits. The correspondence and reports of the day, as received by the Press Association, continue below in close type; the proceedings were reported at some length and the views of the members concerned were set out in the usual manner, with the remarks of the speakers and the replies of the Minister given in full as far as the space of this column permits. [358,115,441,1303]
headline-havoc: HAVOC BY WASH-OUTS [105,32,171,49]
letter-signature: H. A. PARKINSON. [489,1094,527,1100]
headline-free-places: FREE PLACES. [546,32,600,40]
headline-lawn-tennis: LAWN TENNIS. [633,1061,688,1069]
headline-daylight-saving: DAYLIGHT SAVING. [188,32,261,40]
subhead-burglar: BURGLAR'S HAUL. [635,757,685,763]
article-text: of reasons, the clock had been put forward half an hour, a few years ago, and it had remained at that. So far as he could ascertain, the innovation had worked very well indeed. [271,31,353,57]
subhead-australians-canada: AUSTRALIANS IN CANADA. [624,1775,696,1781]
article-text: The correspondence and reports of the day, as received by the Press Association, continue below in close type; the proceedings were reported at some length and the views of the members concerned were set out in the usual manner, with the remarks of the speakers and the replies of the Minister given in full as far as the space of this column permits. The correspondence and reports of the day, as received by the Press Association, continue below in close type; the proceedings were reported at some length and the views of the members concerned were set out in the usual manner, with the remarks of the speakers and the replies of the Minister given in full as far as the space of this column permits. The correspondence and reports of the day, as received by the Press Association, continue below in close type; the proceedings were reported at some length and the views of the members concerned were set out in the usual manner, with the remarks of the speakers and the replies of the Minister given in full as far as the space of this column permits. The correspondence and reports of the day, as received by the Press Association, continue below in close type; the proceedings were reported at some length and the views of the members concerned were set out in the usual manner, with the remarks of the speakers and the replies of the Minister given in full as far as the space of this column permits. The correspondence and reports of the day, as received by the Press Association, continue below in close type; the proceedings were reported at some length and the views of the members concerned were set out in the usual manner, with the remarks of the speakers and the replies of the Minister given in full as far as the space of this column permits. The correspondence and reports of the day, as received by the Press Association, continue below in close type; the proceedings were reported at some length and the views of the members concerned were set out in the usual manner, with the remarks of the speakers and the replies of the Minister given in full as far as the space of this column permits. The correspondence and reports of the day, as received by the Press Association, continue below in close type; the proceedings were reported at some length and the views of the members concerned were set out in the usual manner, with the remarks of the speakers and the replies of the Minister given in full as far as the space of this column permits. The correspondence and reports of the day, as received by the Press Association, continue below in close type; the proceedings were reported at some length and the views of the members concerned were set out in the usual manner, with the remarks of the speakers and the replies of the Minister given in full as far as the space of this column permits. The correspondence and reports of the day, as received by the Press Association, continue below in close type; the proceedings were reported at some length and the views of the members concerned were set out in the usual manner, with the remarks of the speakers and the replies of the Minister given in full as far as the space of this column permits. [184,1283,266,1696]
headline-political-notes: POLITICAL NOTES. [15,32,87,40]
article-text: The correspondence and reports of the day, as received by the Press Association, continue below in close type; the proceedings were reported at some length and the views of the members concerned were set out in the usual manner, with the remarks of the speakers and the replies of the Minister given in full as far as the space of this column permits. The correspondence and reports of the day, as received by the Press Association, continue below in close type; the proceedings were reported at some length and the views of the members concerned were set out in the usual manner, with the remarks of the speakers and the replies of the Minister given in full as far as the space of this column permits. The correspondence and reports of the day, as received by the Press Association, continue below in close type; the proceedings were reported at some length and the views of the members concerned were set out in the usual manner, with the remarks of the speakers and the replies of the Minister given in full as far as the space of this column permits. The correspondence and reports of the day, as received by the Press Association, continue below in close type; the proceedings were reported at some length and the views of the members concerned were set out in the usual manner, with the remarks of the speakers and the replies of the Minister given in full as far as the space of this column permits. The correspondence and reports of the day, as received by the Press Association, continue below in close type; the proceedings were reported at some length and the views of the members concerned were set out in the usual manner, with the remarks of the speakers and the replies of the Minister given in full as far as the space of this column permits. The correspondence and reports of the day, as received by the Press Association, continue below in close type; the proceedings were reported at some length and the views of the members concerned were set out in the usual manner, with the remarks of the speakers and the replies of the Minister given in full as far as the space of this column permits. The correspondence and reports of the day, as received by the Press Association, continue below in close type; the proceedings were reported at some length and the views of the members concerned were set out in the usual manner, with the remarks of the speakers and the replies of the Minister given in full as far as the space of this column permits. The correspondence and reports of the day, as received by the Press Association, continue below in close type; the proceedings were reported at some length and the views of the members concerned were set out in the usual manner, with the remarks of the speakers and the replies of the Minister given in full as far as the space of this column permits. [445,1999,527,2365]
article-text: The correspondence and reports of the day, as received by the Press Association, continue below in close type; the proceedings were reported at some length and the views of the members concerned were set out in the usual manner, with the remarks of the speakers and the replies of the Minister given in full as far as the space of this column permits. The correspondence and reports of the day, as received by the Press Association, continue below in close type; the proceedings were reported at some length and the views of the members concerned were set out in the usual manner, with the remarks of the speakers and the replies of the Minister given in full as far as the space of this column permits. The correspondence and reports of the day, as received by the Press Association, continue below in close type; the proceedings were reported at some length and the views of the members concerned were set out in the usual manner, with the remarks of the speakers and the replies of the Minister given in full as far as the space of this column permits. The correspondence and reports of the day, as received by the Press Association, continue below in close type; the proceedings were reported at some length and the views of the members concerned were set out in the usual manner, with the remarks of the speakers and the replies of the Minister given in full as far as the space of this column permits. The correspondence and reports of the day, as received by the Press Association, continue below in close type; the proceedings were reported at some length and the views of the members concerned were set out in the usual manner, with the remarks of the speakers and the replies of the Minister given in full as far as the space of this column permits. The correspondence and reports of the day, as received by the Press Association, continue below in close type; the proceedings were reported at some length and the views of the members concerned were set out in the usual manner, with the remarks of the speakers and the replies of the Minister given in full as far as the space of this column permits. The correspondence and reports of the day, as received by the Press Association, continue below in close type; the proceedings were reported at some length and the views of the members concerned were set out in the usual manner, with the remarks of the speakers and the replies of the Minister given in full as far as the space of this column permits. The correspondence and reports of the day, as received by the Press Association, continue below in close type; the proceedings were reported at some length and the views of the members concerned were set out in the usual manner, with the remarks of the speakers and the replies of the Minister given in full as far as the space of this column permits. The correspondence and reports of the day, as received by the Press Association, continue below in close type; the proceedings were reported at some length and the views of the members concerned were set out in the usual manner, with the remarks of the speakers and the replies of the Minister given in full as far as the space of this column permits. The correspondence and reports of the day, as received by the Press Association, continue below in close type; the proceedings were reported at some length and the views of the members concerned were set out in the usual manner, with the remarks of the speakers and the replies of the Minister given in full as far as the space of this column permits. The correspondence and reports of the day, as received by the Press Association, continue below in close type; the proceedings were reported at some length and the views of the members concerned were set out in the usual manner, with the remarks of the speakers and the replies of the Minister given in full as far as the space of this column permits. The correspondence and reports of the day, as received by the Press Association, continue below in close type; the proceedings were reported at some length and the views of the members concerned were set out in the usual manner, with the remarks of the speakers and the replies of the Minister given in full as far as the space of this column permits. The correspondence and reports of the day, as received by the Press Association, continue below in close type; the proceedings were reported at some length and the views of the members concerned were set out in the usual manner, with the remarks of the speakers and the replies of the Minister given in full as far as the space of this column permits. The correspondence and reports of the day, as received by the Press Association, continue below in close type; the proceedings were reported at some length and the views of the members concerned were set out in the usual manner, with the remarks of the speakers and the replies of the Minister given in full as far as the space of this column permits. [184,114,266,753]
letter-text: Sir,—Quite early this morning an attention was drawn to your article on "Fire Risks" the result of an interview with one councillor, Mr. George Frost. [445,1117,527,1139]
ad-signature: A. T. BATE, Sharebroker. [129,1540,176,1545]
article-text: A man named William Robertson, aged 65, residing in the employ of a local contractor, was found dead in his whare on the Beach Road yesterday morning. [271,1978,353,1999]
letter-signature: R. FLETCHER. [497,1962,527,1967]
article-text: The correspondence and reports of the day, as received by the Press Association, continue below in close type; the proceedings were reported at some length and the views of the members concerned were set out in the usual manner, with the remarks of the speakers and the replies of the Minister given in full as far as the space of this column permits. The correspondence and reports of the day, as received by the Press Association, continue below in close type; the proceedings were reported at some length and the views of the members concerned were set out in the usual manner, with the remarks of the speakers and the replies of the Minister given in full as far as the space of this column permits. The correspondence and reports of the day, as received by the Press Association, continue below in close type; the proceedings were reported at some length and the views of the members concerned were set out in the usual manner, with the remarks of the speakers and the replies of the Minister given in full as far as the space of this column permits. The correspondence and reports of the day, as received by the Press Association, continue below in close type; the proceedings were reported at some length and the views of the members concerned were set out in the usual manner, with the remarks of the speakers and the replies of the Minister given in full as far as the space of this column permits. The correspondence and reports of the day, as received by the Press Association, continue below in close type; the proceedings were reported at some length and the views of the members concerned were set out in the usual manner, with the remarks of the speakers and the replies of the Minister given in full as far as the space of this column permits. The correspondence and reports of the day, as received by the Press Association, continue below in close type; the proceedings were reported at some length and the views of the members concerned were set out in the usual manner, with the remarks of the speakers and the replies of the Minister given in full as far as the space of this column permits. The correspondence and reports of the day, as received by the Press Association, continue below in close type; the proceedings were reported at some length and the views of the members concerned were set out in the usual manner, with the remarks of the speakers and the replies of the Minister given in full as far as the space of this column permits. The correspondence and reports of the day, as received by the Press Association, continue below in close type; the proceedings were reported at some length and the views of the members concerned were set out in the usual manner, with the remarks of the speakers and the replies of the Minister given in full as far as the space of this column permits. The correspondence and reports of the day, as received by the Press Association, continue below in close type; the proceedings were reported at some length and the views of the members concerned were set out in the usual manner, with the remarks of the speakers and the replies of the Minister given in full as far as the space of this column permits. The correspondence and reports of the day, as received by the Press Association, continue below in close type; the proceedings were reported at some length and the views of the members concerned were set out in the usual manner, with the remarks of the speakers and the replies of the Minister given in full as far as the space of this column permits. The correspondence and reports of the day, as received by the Press Association, continue below in close type; the proceedings were reported at some length and the views of the members concerned were set out in the usual manner, with the remarks of the speakers and the replies of the Minister given in full as far as the space of this column permits. The correspondence and reports of the day, as received by the Press Association, continue below in close type; the proceedings were reported at some length and the views of the members concerned were set out in the usual manner, with the remarks of the speakers and the replies of the Minister given in full as far as the space of this column permits. The correspondence and reports of the day, as received by the Press Association, continue below in close type; the proceedings were reported at some length and the views of the members concerned were set out in the usual manner, with the remarks of the speakers and the replies of the Minister given in full as far as the space of this column permits. The correspondence and reports of the day, as received by the Press Association, continue below in close type; the proceedings were reported at some length and the views of the members concerned were set out in the usual manner, with the remarks of the speakers and the replies of the Minister given in full as far as the space of this column permits. The correspondence and reports of the day, as received by the Press Association, continue below in close type; the proceedings were reported at some length and the views of the members concerned were set out in the usual manner, with the remarks of the speakers and the replies of the Minister given in full as far as the space of this column permits. The correspondence and reports of the day, as received by the Press Association, continue below in close type; the proceedings were reported at some length and the views of the members concerned were set out in the usual manner, with the remarks of the speakers and the replies of the Minister given in full as far as the space of this column permits. The correspondence and reports of the day, as received by the Press Association, continue below in close type; the proceedings were reported at some length and the views of the members concerned were set out in the usual manner, with the remarks of the speakers and the replies of the Minister given in full as far as the space of this column permits. The correspondence and reports of the day, as received by the Press Association, continue below in close type; the proceedings were reported at some length and the views of the members concerned were set out in the usual manner, with the remarks of the speakers and the replies of the Minister given in full as far as the space of this column permits. [445,1139,527,1961]
headline-journalists: JOURNALISTS' INSTITUTE. [23,1291,78,1308]
column-2 [95,31,182,1720]
column-7 [529,31,617,2575]
column-8 [617,31,704,2256]
ad-name-field: Name ................................. [113,1548,163,1553]
notice-text: Messrs. Dalgety and Co. will offer at their Lower Hutt yards on Friday, August 29, a large catalogue of horses and cattle. [445,1982,527,1999]
press-credit: (By Telegraph—Press Association.) [279,1965,345,1971]
article-text: The Prime Minister said that he was very glad to have heard the representations of the deputation, but they would understand that, as head of the Government, he must look at the matter from all points of view. [184,1716,266,1743]
ad-address-field: Full address ......................... [112,1555,165,1560]
subhead-vessel-seized: A VESSEL SEIZED. [636,566,684,571]
article-text: An inquiry into the fire which destroyed a four-roomed cottage in Francis Lane, Hastings, on August 19, was concluded to-day. [619,71,701,92]
subhead-leadership: THE VACANT LEADERSHIP. [15,57,86,63]
subhead-premier: PREMIER DOES NOT LIKE IT. [188,57,263,63]
article-text: The correspondence and reports of the day, as received by the Press Association, continue below in close type; the proceedings were reported at some length and the views of the members concerned were set out in the usual manner, with the remarks of the speakers and the replies of the Minister given in full as far as the space of this column permits. The correspondence and reports of the day, as received by the Press Association, continue below in close type; the proceedings were reported at some length and the views of the members concerned were set out in the usual manner, with the remarks of the speakers and the replies of the Minister given in full as far as the space of this column permits. The correspondence and reports of the day, as received by the Press Association, continue below in close type; the proceedings were reported at some length and the views of the members concerned were set out in the usual manner, with the remarks of the speakers and the replies of the Minister given in full as far as the space of this column permits. [619,765,701,905]
column-3 [181,31,269,2109]
article-text: The correspondence and reports of the day, as received by the Press Association, continue below in close type; the proceedings were reported at some length and the views of the members concerned were set out in the usual manner, with the remarks of the speakers and the replies of the Minister given in full as far as the space of this column permits. The correspondence and reports of the day, as received by the Press Association, continue below in close type; the proceedings were reported at some length and the views of the members concerned were set out in the usual manner, with the remarks of the speakers and the replies of the Minister given in full as far as the space of this column permits. The correspondence and reports of the day, as received by the Press Association, continue below in close type; the proceedings were reported at some length and the views of the members concerned were set out in the usual manner, with the remarks of the speakers and the replies of the Minister given in full as far as the space of this column permits. The correspondence and reports of the day, as received by the Press Association, continue below in close type; the proceedings were reported at some length and the views of the members concerned were set out in the usual manner, with the remarks of the speakers and the replies of the Minister given in full as far as the space of this column permits. The correspondence and reports of the day, as received by the Press Association, continue below in close type; the proceedings were reported at some length and the views of the members concerned were set out in the usual manner, with the remarks of the speakers and the replies of the Minister given in full as far as the space of this column permits. The correspondence and reports of the day, as received by the Press Association, continue below in close type; the proceedings were reported at some length and the views of the members concerned were set out in the usual manner, with the remarks of the speakers and the replies of the Minister given in full as far as the space of this column permits. The correspondence and reports of the day, as received by the Press Association, continue below in close type; the proceedings were reported at some length and the views of the members concerned were set out in the usual manner, with the remarks of the speakers and the replies of the Minister given in full as far as the space of this column permits. The correspondence and reports of the day, as received by the Press Association, continue below in close type; the proceedings were reported at some length and the views of the members concerned were set out in the usual manner, with the remarks of the speakers and the replies of the Minister given in full as far as the space of this column permits. The correspondence and reports of the day, as received by the Press Association, continue below in close type; the proceedings were reported at some length and the views of the members concerned were set out in the usual manner, with the remarks of the speakers and the replies of the Minister given in full as far as the space of this column permits. [9,102,92,506]
article-text: The quarterly meeting of the council of the New Zealand Lawn Tennis Association will be held to-morrow evening. The following is the Management Committee's report which will be submitted. [619,1084,701,1111]
article-text: The correspondence and reports of the day, as received by the Press Association, continue below in close type; the proceedings were reported at some length and the views of the members concerned were set out in the usual manner, with the remarks of the speakers and the replies of the Minister given in full as far as the space of this column permits. The correspondence and reports of the day, as received by the Press Association, continue below in close type; the proceedings were reported at some length and the views of the members concerned were set out in the usual manner, with the remarks of the speakers and the replies of the Minister given in full as far as the space of this column permits. The correspondence and reports of the day, as received by the Press Association, continue below in close type; the proceedings were reported at some length and the views of the members concerned were set out in the usual manner, with the remarks of the speakers and the replies of the Minister given in full as far as the space of this column permits. The correspondence and reports of the day, as received by the Press Association, continue below in close type; the proceedings were reported at some length and the views of the members concerned were set out in the usual manner, with the remarks of the speakers and the replies of the Minister given in full as far as the space of this column permits. The correspondence and reports of the day, as received by the Press Association, continue below in close type; the proceedings were reported at some length and the views of the members concerned were set out in the usual manner, with the remarks of the speakers and the replies of the Minister given in full as far as the space of this column permits. The correspondence and reports of the day, as received by the Press Association, continue below in close type; the proceedings were reported at some length and the views of the members concerned were set out in the usual manner, with the remarks of the speakers and the replies of the Minister given in full as far as the space of this column permits. The correspondence and reports of the day, as received by the Press Association, continue below in close type; the proceedings were reported at some length and the views of the members concerned were set out in the usual manner, with the remarks of the speakers and the replies of the Minister given in full as far as the space of this column permits. The correspondence and reports of the day, as received by the Press Association, continue below in close type; the proceedings were reported at some length and the views of the members concerned were set out in the usual manner, with the remarks of the speakers and the replies of the Minister given in full as far as the space of this column permits. The correspondence and reports of the day, as received by the Press Association, continue below in close type; the proceedings were reported at some length and the views of the members concerned were set out in the usual manner, with the remarks of the speakers and the replies of the Minister given in full as far as the space of this column permits. The correspondence and reports of the day, as received by the Press Association, continue below in close type; the proceedings were reported at some length and the views of the members concerned were set out in the usual manner, with the remarks of the speakers and the replies of the Minister given in full as far as the space of this column permits. [184,789,266,1246]
subhead-annual-meeting: ANNUAL MEETING. [373,1329,425,1335]
advertisement-waitapu [97,1126,180,1578]
subhead-railways: RAILWAYS STATEMENT. [19,46,82,52]
dateline: Auckland, August 25. [379,71,419,77]
subhead-control-report: CONTROL'S QUARTERLY REPORT. [628,1071,693,1083]
article-text: The correspondence and reports of the day, as received by the Press Association, continue below in close type; the proceedings were reported at some length and the views of the members concerned were set out in the usual manner, with the remarks of the speakers and the replies of the Minister given in full as far as the space of this column permits. The correspondence and reports of the day, as received by the Press Association, continue below in close type; the proceedings were reported at some length and the views of the members concerned were set out in the usual manner, with the remarks of the speakers and the replies of the Minister given in full as far as the space of this column permits. The correspondence and reports of the day, as received by the Press Association, continue below in close type; the proceedings were reported at some length and the views of the members concerned were set out in the usual manner, with the remarks of the speakers and the replies of the Minister given in full as far as the space of this column permits. The correspondence and reports of the day, as received by the Press Association, continue below in close type; the proceedings were reported at some length and the views of the members concerned were set out in the usual manner, with the remarks of the speakers and the replies of the Minister given in full as far as the space of this column permits. The correspondence and reports of the day, as received by the Press Association, continue below in close type; the proceedings were reported at some length and the views of the members concerned were set out in the usual manner, with the remarks of the speakers and the replies of the Minister given in full as far as the space of this column permits. The correspondence and reports of the day, as received by the Press Association, continue below in close type; the proceedings were reported at some length and the views of the members concerned were set out in the usual manner, with the remarks of the speakers and the replies of the Minister given in full as far as the space of this column permits. The correspondence and reports of the day, as received by the Press Association, continue below in close type; the proceedings were reported at some length and the views of the members concerned were set out in the usual manner, with the remarks of the speakers and the replies of the Minister given in full as far as the space of this column permits. The correspondence and reports of the day, as received by the Press Association, continue below in close type; the proceedings were reported at some length and the views of the members concerned were set out in the usual manner, with the remarks of the speakers and the replies of the Minister given in full as far as the space of this column permits. The correspondence and reports of the day, as received by the Press Association, continue below in close type; the proceedings were reported at some length and the views of the members concerned were set out in the usual manner, with the remarks of the speakers and the replies of the Minister given in full as far as the space of this column permits. The correspondence and reports of the day, as received by the Press Association, continue below in close type; the proceedings were reported at some length and the views of the members concerned were set out in the usual manner, with the remarks of the speakers and the replies of the Minister given in full as far as the space of this column permits. The correspondence and reports of the day, as received by the Press Association, continue below in close type; the proceedings were reported at some length and the views of the members concerned were set out in the usual manner, with the remarks of the speakers and the replies of the Minister given in full as far as the space of this column permits. The correspondence and reports of the day, as received by the Press Association, continue below in close type; the proceedings were reported at some length and the views of the members concerned were set out in the usual manner, with the remarks of the speakers and the replies of the Minister given in full as far as the space of this column permits. The correspondence and reports of the day, as received by the Press Association, continue below in close type; the proceedings were reported at some length and the views of the members concerned were set out in the usual manner, with the remarks of the speakers and the replies of the Minister given in full as far as the space of this column permits. The correspondence and reports of the day, as received by the Press Association, continue below in close type; the proceedings were reported at some length and the views of the members concerned were set out in the usual manner, with the remarks of the speakers and the replies of the Minister given in full as far as the space of this column permits. The correspondence and reports of the day, as received by the Press Association, continue below in close type; the proceedings were reported at some length and the views of the members concerned were set out in the usual manner, with the remarks of the speakers and the replies of the Minister given in full as far as the space of this column permits. The correspondence and reports of the day, as received by the Press Association, continue below in close type; the proceedings were reported at some length and the views of the members concerned were set out in the usual manner, with the remarks of the speakers and the replies of the Minister given in full as far as the space of this column permits. [532,1238,615,1968]
headline-accidents: ACCIDENTS AND FATALITIES. [281,1939,344,1956]
masthead [7,4,791,29]
article-text: The correspondence and reports of the day, as received by the Press Association, continue below in close type; the proceedings were reported at some length and the views of the members concerned were set out in the usual manner, with the remarks of the speakers and the replies of the Minister given in full as far as the space of this column permits. The correspondence and reports of the day, as received by the Press Association, continue below in close type; the proceedings were reported at some length and the views of the members concerned were set out in the usual manner, with the remarks of the speakers and the replies of the Minister given in full as far as the space of this column permits. The correspondence and reports of the day, as received by the Press Association, continue below in close type; the proceedings were reported at some length and the views of the members concerned were set out in the usual manner, with the remarks of the speakers and the replies of the Minister given in full as far as the space of this column permits. The correspondence and reports of the day, as received by the Press Association, continue below in close type; the proceedings were reported at some length and the views of the members concerned were set out in the usual manner, with the remarks of the speakers and the replies of the Minister given in full as far as the space of this column permits. The correspondence and reports of the day, as received by the Press Association, continue below in close type; the proceedings were reported at some length and the views of the members concerned were set out in the usual manner, with the remarks of the speakers and the replies of the Minister given in full as far as the space of this column permits. The correspondence and reports of the day, as received by the Press Association, continue below in close type; the proceedings were reported at some length and the views of the members concerned were set out in the usual manner, with the remarks of the speakers and the replies of the Minister given in full as far as the space of this column permits. The correspondence and reports of the day, as received by the Press Association, continue below in close type; the proceedings were reported at some length and the views of the members concerned were set out in the usual manner, with the remarks of the speakers and the replies of the Minister given in full as far as the space of this column permits. The correspondence and reports of the day, as received by the Press Association, continue below in close type; the proceedings were reported at some length and the views of the members concerned were set out in the usual manner, with the remarks of the speakers and the replies of the Minister given in full as far as the space of this column permits. The correspondence and reports of the day, as received by the Press Association, continue below in close type; the proceedings were reported at some length and the views of the members concerned were set out in the usual manner, with the remarks of the speakers and the replies of the Minister given in full as far as the space of this column permits. The correspondence and reports of the day, as received by the Press Association, continue below in close type; the proceedings were reported at some length and the views of the members concerned were set out in the usual manner, with the remarks of the speakers and the replies of the Minister given in full as far as the space of this column permits. The correspondence and reports of the day, as received by the Press Association, continue below in close type; the proceedings were reported at some length and the views of the members concerned were set out in the usual manner, with the remarks of the speakers and the replies of the Minister given in full as far as the space of this column permits. The correspondence and reports of the day, as received by the Press Association, continue below in close type; the proceedings were reported at some length and the views of the members concerned were set out in the usual manner, with the remarks of the speakers and the replies of the Minister given in full as far as the space of this column permits. The correspondence and reports of the day, as received by the Press Association, continue below in close type; the proceedings were reported at some length and the views of the members concerned were set out in the usual manner, with the remarks of the speakers and the replies of the Minister given in full as far as the space of this column permits. The correspondence and reports of the day, as received by the Press Association, continue below in close type; the proceedings were reported at some length and the views of the members concerned were set out in the usual manner, with the remarks of the speakers and the replies of the Minister given in full as far as the space of this column permits. [619,1112,701,1751]
subhead-hutt-council: PASSAGE IN HUTT COUNCIL. [13,524,88,529]
ad-text: That is what investors securing shares in the Waitapu Estates Development Company, Ltd., have got the opportunity of doing. This Company has purchased 18,000 acres of splendid pasture land on the Waikato River. [100,1162,176,1195]
headline-letters: LETTERS TO THE EDITOR [453,32,519,49]
headline-nz-news: NEW ZEALAND NEWS. [632,32,689,49]
subhead-inquiry-fire: INQUIRY INTO A FIRE. [631,57,689,64]
